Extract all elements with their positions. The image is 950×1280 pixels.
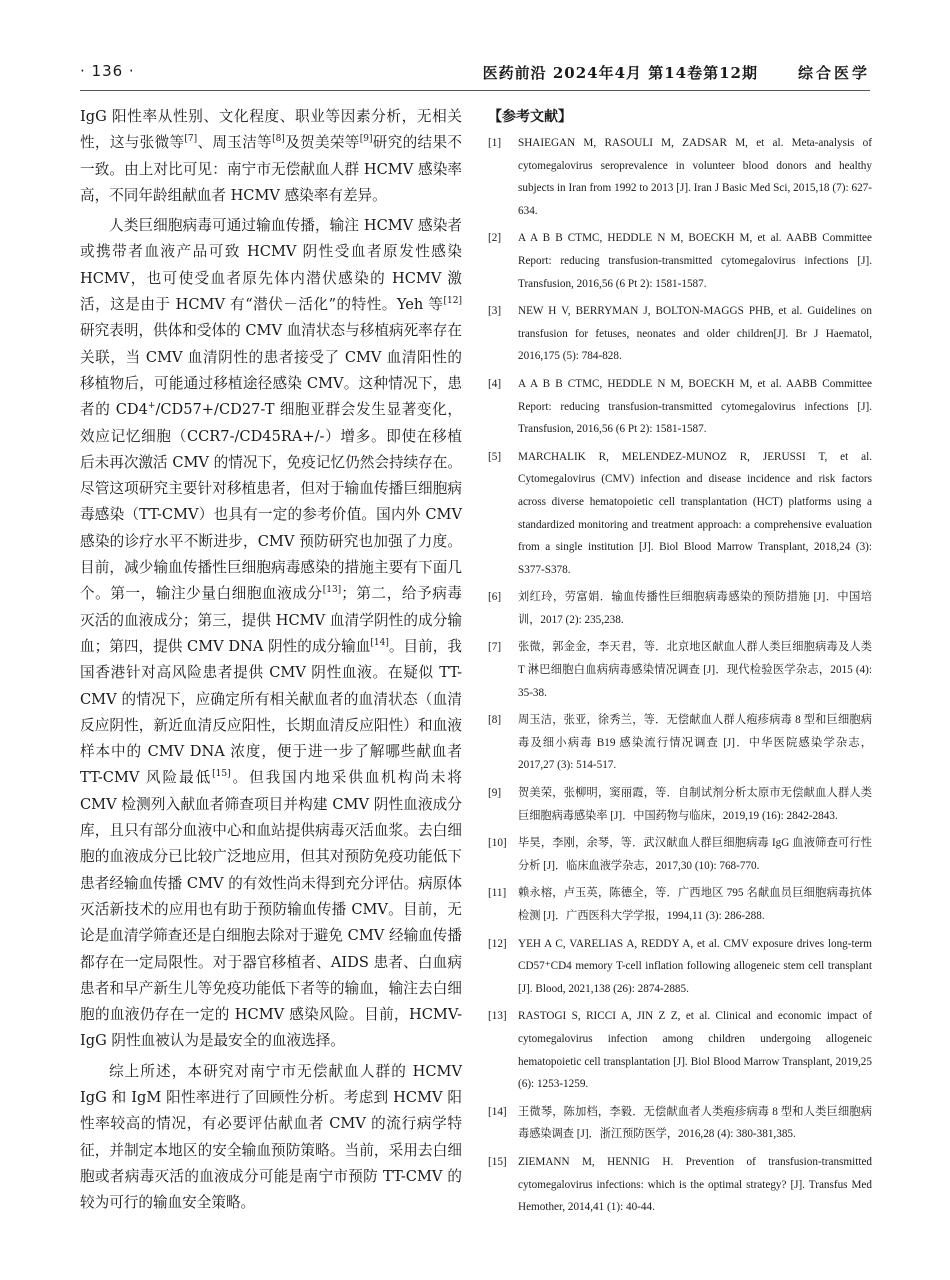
reference-number: [11]	[488, 887, 507, 900]
paragraph-1	[80, 104, 462, 209]
reference-number: [7]	[488, 641, 502, 654]
paragraph-3: 综上所述，本研究对南宁市无偿献血人群的 HCMV IgG 和 IgM 阳性率进行了回顾性分析。考虑到 HCMV 阳性率较高的情况，有必要评估献血者 CMV 的流行病学特征，并制定本地区的安全输血预防策略。当前，采用去白细胞或者病毒灭活的血液成分可能是南宁市预防 TT-CMV 的较为可行的输血安全策略。	[80, 1062, 462, 1212]
reference-item	[488, 300, 872, 368]
text-span: 及贺美荣等	[284, 134, 360, 152]
reference-number: [9]	[488, 787, 502, 800]
reference-text: MARCHALIK R, MELENDEZ-MUNOZ R, JERUSSI T, et al. Cytomegalovirus (CMV) infection and disease incidence and risk factors across diverse hematopoietic cell transplantation (HCT) platforms using a standardized monitoring and treatment approach: a comprehensive evaluation from a single institution [J]. Biol Blood Marrow Transplant, 2018,24 (3): S377-S378.	[518, 450, 872, 576]
text-span: 研究表明，供体和受体的 CMV 血清状态与移植病死率存在关联，当 CMV 血清阴性的患者接受了 CMV 血清阳性的移植物后，可能通过移植途径感染 CMV。这种情况下，患者的 CD4	[80, 322, 462, 419]
reference-item	[488, 636, 872, 704]
text-span: 。目前，我国香港针对高风险患者提供 CMV 阴性血液。在疑似 TT-CMV 的情况下，应确定所有相关献血者的血清状态（血清反应阴性，新近血清反应阳性，长期血清反应阳性）和血液样本中的 CMV DNA 浓度，便于进一步了解哪些献血者 TT-CMV 风险最低	[80, 637, 462, 787]
reference-text: YEH A C, VARELIAS A, REDDY A, et al. CMV exposure drives long-term CD57⁺CD4 memory T-cell inflation following allogeneic stem cell transplant [J]. Blood, 2021,138 (26): 2874-2885.	[518, 937, 872, 995]
reference-number: [8]	[488, 714, 502, 727]
citation-9: [9]	[359, 134, 373, 145]
reference-number: [5]	[488, 450, 502, 463]
references-column	[488, 106, 872, 1224]
citation-15: [15]	[212, 769, 231, 780]
reference-text: SHAIEGAN M, RASOULI M, ZADSAR M, et al. Meta-analysis of cytomegalovirus seroprevalence in volunteer blood donors and healthy subjects in Iran from 1992 to 2013 [J]. Iran J Basic Med Sci, 2015,18 (7): 627-634.	[518, 137, 872, 217]
text-span: 研究的结果不一致。由上对比可见：南宁市无偿献血人群 HCMV 感染率高，不同年龄组献血者 HCMV 感染率有差异。	[80, 134, 462, 204]
reference-item	[488, 586, 872, 631]
citation-12: [12]	[443, 296, 462, 307]
reference-number: [10]	[488, 837, 507, 850]
reference-item	[488, 709, 872, 777]
reference-text: 毕昊，李刚，余琴，等．武汉献血人群巨细胞病毒 IgG 血液筛查可行性分析 [J]．临床血液学杂志，2017,30 (10): 768-770.	[518, 837, 872, 872]
reference-number: [14]	[488, 1105, 507, 1118]
body-column	[80, 104, 462, 1216]
header-rule	[80, 90, 870, 91]
paragraph-2	[80, 213, 462, 1055]
citation-14: [14]	[370, 638, 389, 649]
reference-item	[488, 832, 872, 877]
reference-number: [2]	[488, 232, 502, 245]
page-number: · 136 ·	[80, 62, 135, 80]
reference-item	[488, 1005, 872, 1095]
text-span: 、周玉洁等	[197, 134, 273, 152]
text-span: /CD57+/CD27-T 细胞亚群会发生显著变化，效应记忆细胞（CCR7-/CD45RA+/-）增多。即使在移植后未再次激活 CMV 的情况下，免疫记忆仍然会持续存在。尽管这项研究主要针对移植患者，但对于输血传播巨细胞病毒感染（TT-CMV）也具有一定的参考价值。国内外 CMV 感染的诊疗水平不断进步，CMV 预防研究也加强了力度。目前，减少输血传播性巨细胞病毒感染的措施主要有下面几个。第一，输注少量白细胞血液成分	[80, 401, 462, 603]
reference-item	[488, 782, 872, 827]
reference-item	[488, 933, 872, 1001]
reference-number: [15]	[488, 1155, 507, 1168]
reference-text: A A B B CTMC, HEDDLE N M, BOECKH M, et al. AABB Committee Report: reducing transfusion-transmitted cytomegalovirus infections [J]. Transfusion, 2016,56 (6 Pt 2): 1581-1587.	[518, 232, 872, 290]
reference-number: [1]	[488, 137, 502, 149]
reference-number: [13]	[488, 1010, 507, 1023]
reference-item	[488, 882, 872, 927]
journal-info: 医药前沿 2024年4月 第14卷第12期	[482, 64, 758, 82]
reference-text: RASTOGI S, RICCI A, JIN Z Z, et al. Clinical and economic impact of cytomegalovirus infection among children undergoing allogeneic hematopoietic cell transplantation [J]. Biol Blood Marrow Transplant, 2019,25 (6): 1253-1259.	[518, 1010, 872, 1091]
reference-number: [3]	[488, 305, 502, 318]
reference-number: [6]	[488, 591, 502, 604]
text-span: IgG 阳性率从性别、文化程度、职业等因素分析，无相关性，这与张微等	[80, 108, 462, 152]
reference-number: [4]	[488, 377, 502, 390]
references-title: 【参考文献】	[488, 109, 572, 125]
reference-text: 周玉洁，张亚，徐秀兰，等．无偿献血人群人疱疹病毒 8 型和巨细胞病毒及细小病毒 B19 感染流行情况调查 [J]．中华医院感染学杂志，2017,27 (3): 514-517.	[518, 714, 872, 772]
reference-text: NEW H V, BERRYMAN J, BOLTON-MAGGS PHB, et al. Guidelines on transfusion for fetuses, neonates and older children[J]. Br J Haematol, 2016,175 (5): 784-828.	[518, 305, 872, 363]
text-span: 人类巨细胞病毒可通过输血传播，输注 HCMV 感染者或携带者血液产品可致 HCMV 阴性受血者原发性感染 HCMV，也可使受血者原先体内潜伏感染的 HCMV 激活，这是由于 HCMV 有“潜伏－活化”的特性。Yeh 等	[80, 217, 462, 314]
reference-text: 刘红玲，劳富娟．输血传播性巨细胞病毒感染的预防措施 [J]．中国培训，2017 (2): 235,238.	[518, 591, 872, 626]
reference-item	[488, 1151, 872, 1219]
reference-list	[488, 132, 872, 1219]
reference-number: [12]	[488, 937, 507, 950]
text-span: 。但我国内地采供血机构尚未将 CMV 检测列入献血者筛查项目并构建 CMV 阴性血液成分库，且只有部分血液中心和血站提供病毒灭活血浆。去白细胞的血液成分已比较广泛地应用，但其对预防免疫功能低下患者经输血传播 CMV 的有效性尚未得到充分评估。病原体灭活新技术的应用也有助于预防输血传播 CMV。目前，无论是血清学筛查还是白细胞去除对于避免 CMV 经输血传播都存在一定局限性。对于器官移植者、AIDS 患者、白血病患者和早产新生儿等免疫功能低下者等的输血，输注去白细胞的血液仍存在一定的 HCMV 感染风险。目前，HCMV-IgG 阴性血被认为是最安全的血液选择。	[80, 769, 462, 1050]
reference-text: 张微，郭金金，李天君，等．北京地区献血人群人类巨细胞病毒及人类 T 淋巴细胞白血病病毒感染情况调查 [J]．现代检验医学杂志，2015 (4): 35-38.	[518, 641, 872, 699]
reference-item	[488, 446, 872, 582]
reference-text: 贺美荣，张柳明，窦丽霞，等．自制试剂分析太原市无偿献血人群人类巨细胞病毒感染率 [J]．中国药物与临床，2019,19 (16): 2842-2843.	[518, 787, 872, 822]
text-span: ；第二，给予病毒灭活的血液成分；第三，提供 HCMV 血清学阴性的成分输血；第四，提供 CMV DNA 阴性的成分输血	[80, 585, 462, 655]
citation-13: [13]	[322, 585, 342, 596]
reference-item	[488, 227, 872, 295]
reference-item	[488, 373, 872, 441]
reference-text: ZIEMANN M, HENNIG H. Prevention of transfusion-transmitted cytomegalovirus infections: which is the optimal strategy? [J]. Transfus Med Hemother, 2014,41 (1): 40-44.	[518, 1155, 872, 1214]
citation-7: [7]	[184, 134, 198, 145]
reference-item	[488, 132, 872, 222]
section-name: 综合医学	[797, 64, 870, 82]
reference-text: 王微琴，陈加档，李毅．无偿献血者人类疱疹病毒 8 型和人类巨细胞病毒感染调查 [J]．浙江预防医学，2016,28 (4): 380-381,385.	[518, 1105, 872, 1141]
superscript-plus: +	[147, 401, 156, 412]
reference-item	[488, 1101, 872, 1146]
reference-text: A A B B CTMC, HEDDLE N M, BOECKH M, et al. AABB Committee Report: reducing transfusion-transmitted cytomegalovirus infections [J]. Transfusion, 2016,56 (6 Pt 2): 1581-1587.	[518, 377, 872, 436]
page-header	[80, 62, 870, 84]
citation-8: [8]	[272, 134, 285, 145]
reference-text: 赖永榕，卢玉英，陈德全，等．广西地区 795 名献血员巨细胞病毒抗体检测 [J]．广西医科大学学报，1994,11 (3): 286-288.	[518, 887, 872, 922]
